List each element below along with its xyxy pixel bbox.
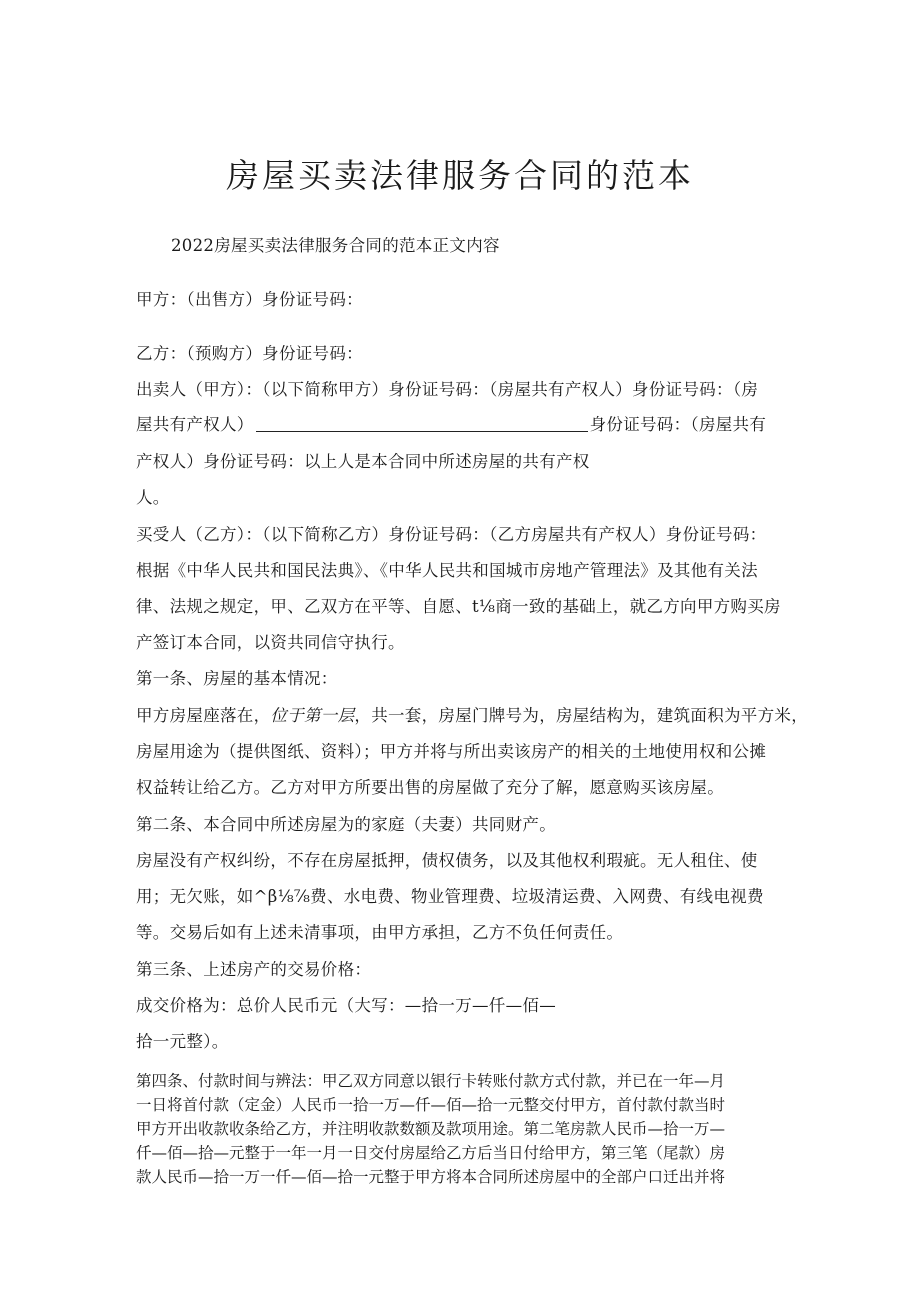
article-1-line-1-a: 甲方房屋座落在，	[136, 706, 271, 725]
party-a-line: 甲方：（出售方）身份证号码：	[136, 290, 363, 309]
seller-line-2-start: 屋共有产权人）	[136, 415, 254, 434]
basis-line-3: 产签订本合同，以资共同信守执行。	[136, 633, 405, 652]
article-4-line-5: 款人民币—拾一万一仟—佰—拾一元整于甲方将本合同所述房屋中的全部户口迁出并将	[136, 1168, 726, 1186]
article-3-line-1: 成交价格为：总价人民币元（大写：—拾一万—仟—佰—	[136, 996, 556, 1015]
article-4-line-1: 第四条、付款时间与辨法：甲乙双方同意以银行卡转账付款方式付款，并已在一年—月	[136, 1072, 726, 1090]
article-1-line-1-c: ，共一套，房屋门牌号为，房屋结构为，建筑面积为平方米，	[354, 706, 809, 725]
document-title: 房屋买卖法律服务合同的范本	[226, 156, 694, 195]
article-1-line-1	[136, 702, 808, 726]
article-1-line-2: 房屋用途为（提供图纸、资料）；甲方并将与所出卖该房产的相关的土地使用权和公摊	[136, 742, 767, 761]
article-1-line-1-floor: 位于第一层	[270, 706, 355, 725]
article-1-line-3: 权益转让给乙方。乙方对甲方所要出售的房屋做了充分了解，愿意购买该房屋。	[136, 778, 724, 797]
subtitle: 2022房屋买卖法律服务合同的范本正文内容	[171, 236, 500, 255]
article-3-heading: 第三条、上述房产的交易价格：	[136, 960, 372, 979]
article-1-heading: 第一条、房屋的基本情况：	[136, 669, 338, 688]
seller-line-2	[136, 411, 766, 435]
seller-line-2-end: 身份证号码：（房屋共有	[589, 415, 767, 434]
article-4-line-4: 仟—佰—拾—元整于一年一月一日交付房屋给乙方后当日付给甲方，第三笔（尾款）房	[136, 1144, 726, 1162]
basis-line-1: 根据《中华人民共和国民法典》、《中华人民共和国城市房地产管理法》及其他有关法	[136, 561, 758, 580]
article-2-line-1: 房屋没有产权纠纷，不存在房屋抵押，债权债务，以及其他权利瑕疵。无人租住、使	[136, 851, 758, 870]
buyer-line: 买受人（乙方）：（以下简称乙方）身份证号码：（乙方房屋共有产权人）身份证号码：	[136, 525, 767, 544]
article-2-line-3: 等。交易后如有上述未清事项，由甲方承担，乙方不负任何责任。	[136, 923, 624, 942]
article-2-line-2: 用；无欠账，如^β⅛⅞费、水电费、物业管理费、垃圾清运费、入网费、有线电视费	[136, 887, 764, 906]
party-b-line: 乙方：（预购方）身份证号码：	[136, 344, 363, 363]
article-4-line-3: 甲方开出收款收条给乙方，并注明收款数额及款项用途。第二笔房款人民币—拾一万—	[136, 1120, 726, 1138]
article-4-line-2: 一日将首付款（定金）人民币一拾一万—仟—佰—拾一元整交付甲方，首付款付款当时	[136, 1096, 726, 1114]
seller-line-4: 人。	[136, 488, 170, 507]
article-3-line-2: 拾一元整）。	[136, 1032, 229, 1051]
seller-line-3: 产权人）身份证号码：以上人是本合同中所述房屋的共有产权	[136, 452, 590, 471]
seller-line-1: 出卖人（甲方）：（以下简称甲方）身份证号码：（房屋共有产权人）身份证号码：（房	[136, 380, 759, 399]
blank-underline	[256, 419, 588, 432]
basis-line-2: 律、法规之规定，甲、乙双方在平等、自愿、t⅛商一致的基础上，就乙方向甲方购买房	[136, 597, 781, 616]
article-2-heading: 第二条、本合同中所述房屋为的家庭（夫妻）共同财产。	[136, 815, 556, 834]
